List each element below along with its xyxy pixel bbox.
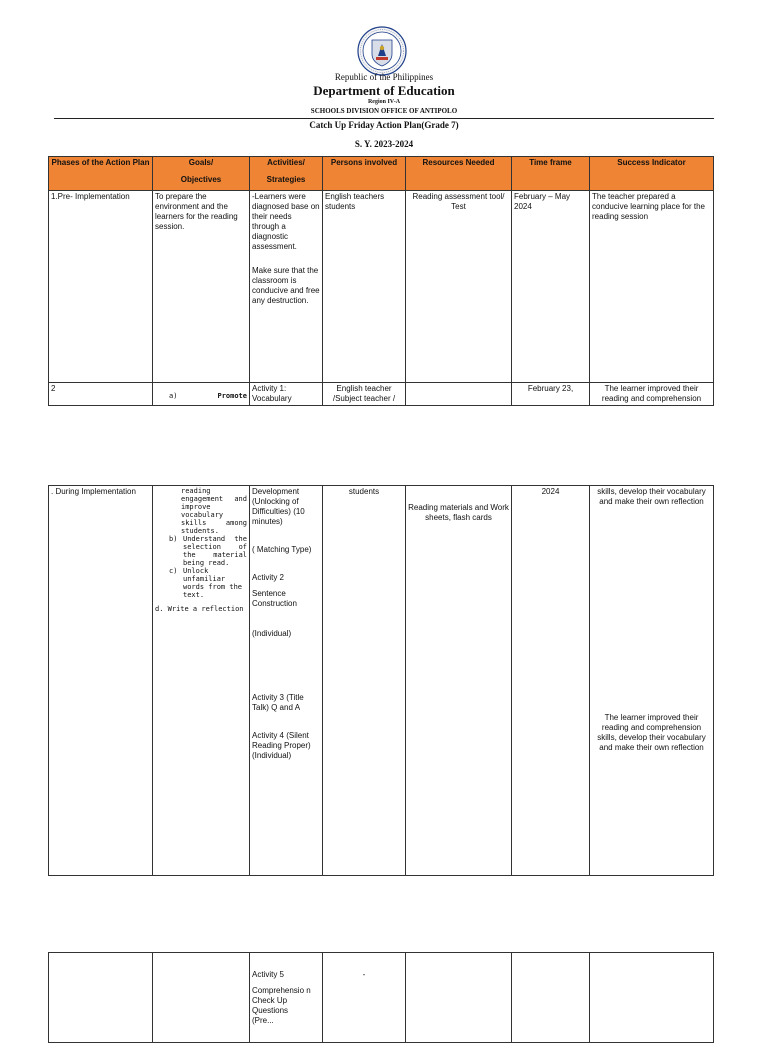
persons-cell: students (323, 486, 406, 876)
plan-title: Catch Up Friday Action Plan(Grade 7) (309, 120, 459, 130)
goal-item (155, 392, 247, 400)
table-row (49, 953, 714, 1043)
activity-text: Activity 3 (Title Talk) Q and A (252, 693, 304, 712)
resources-cell (406, 383, 512, 406)
success-cell: The teacher prepared a conducive learning place for the reading session (590, 191, 714, 383)
header-divider (54, 118, 714, 119)
goal-item: d. Write a reflection (155, 605, 244, 613)
list-marker: b) (169, 535, 178, 543)
goal-cell (153, 486, 250, 876)
activity-text: (Pre... (252, 1016, 274, 1025)
header-persons: Persons involved (323, 157, 406, 191)
action-plan-table-continued-2 (48, 952, 714, 1043)
activity-text: Sentence Construction (252, 589, 297, 608)
republic-label: Republic of the Philippines (334, 72, 434, 82)
table-row (49, 486, 714, 876)
activity-cell (250, 191, 323, 383)
list-marker: a) (169, 392, 178, 400)
timeframe-cell: 2024 (512, 486, 590, 876)
activity-cell (250, 486, 323, 876)
activity-text: (Individual) (252, 629, 292, 638)
goal-text: Understand the selection of the material being read. (183, 535, 247, 567)
header-activities-line1: Activities/ (267, 158, 305, 167)
goal-cell (153, 383, 250, 406)
activity-cell (250, 953, 323, 1043)
header-timeframe: Time frame (512, 157, 590, 191)
activity-text: Activity 5 (252, 970, 285, 979)
phase-cell: . During Implementation (49, 486, 153, 876)
goal-item: reading engagement and improve vocabulary skills among students. (181, 487, 247, 535)
header-success: Success Indicator (590, 157, 714, 191)
goal-item (155, 535, 247, 567)
timeframe-cell: February 23, (512, 383, 590, 406)
goal-word: Promote (217, 392, 247, 400)
school-year: S. Y. 2023-2024 (354, 139, 414, 149)
activity-text: Development (Unlocking of Difficulties) (10 minutes) (252, 487, 305, 526)
success-cell (590, 486, 714, 876)
header-goals (153, 157, 250, 191)
activity-text: Activity 2 (252, 573, 285, 582)
activity-text: Activity 4 (Silent Reading Proper) (Individual) (252, 731, 311, 760)
header-resources: Resources Needed (406, 157, 512, 191)
header-phases: Phases of the Action Plan (49, 157, 153, 191)
resources-cell: Reading assessment tool/ Test (406, 191, 512, 383)
deped-seal-logo (357, 26, 407, 76)
activity-cell: Activity 1: Vocabulary (250, 383, 323, 406)
activity-text: Comprehensio n Check Up Questions (252, 986, 311, 1015)
table-row (49, 383, 714, 406)
goal-item (155, 567, 247, 599)
header-activities-line2: Strategies (266, 175, 306, 184)
timeframe-cell (512, 953, 590, 1043)
persons-cell: English teacher /Subject teacher / (323, 383, 406, 406)
success-cell (590, 953, 714, 1043)
phase-cell: 2 (49, 383, 153, 406)
success-text: skills, develop their vocabulary and make their own reflection (597, 487, 706, 506)
action-plan-table-continued (48, 485, 714, 876)
success-cell: The learner improved their reading and comprehension (590, 383, 714, 406)
department-title: Department of Education (313, 83, 455, 98)
activity-text: -Learners were diagnosed base on their needs through a diagnostic assessment. (252, 192, 320, 251)
header-goals-line2: Objectives (180, 175, 222, 184)
timeframe-cell: February – May 2024 (512, 191, 590, 383)
header-activities (250, 157, 323, 191)
goal-text: Unlock unfamiliar words from the text. (183, 567, 243, 599)
persons-mark: - (362, 970, 366, 979)
list-marker: c) (169, 567, 178, 575)
header-goals-line1: Goals/ (188, 158, 214, 167)
activity-text: ( Matching Type) (252, 545, 312, 554)
region-label: Region IV-A (367, 99, 401, 105)
persons-cell (323, 953, 406, 1043)
goal-cell: To prepare the environment and the learners for the reading session. (153, 191, 250, 383)
resources-text: Reading materials and Work sheets, flash cards (408, 503, 509, 522)
division-label: SCHOOLS DIVISION OFFICE OF ANTIPOLO (310, 107, 458, 115)
goal-cell (153, 953, 250, 1043)
action-plan-table (48, 156, 714, 406)
activity-text: Make sure that the classroom is conducive and free any destruction. (252, 266, 320, 305)
phase-cell: 1.Pre- Implementation (49, 191, 153, 383)
resources-cell (406, 486, 512, 876)
persons-cell: English teachers students (323, 191, 406, 383)
table-row (49, 191, 714, 383)
phase-cell (49, 953, 153, 1043)
resources-cell (406, 953, 512, 1043)
success-text: The learner improved their reading and comprehension skills, develop their vocabulary and make their own reflection (597, 713, 706, 752)
